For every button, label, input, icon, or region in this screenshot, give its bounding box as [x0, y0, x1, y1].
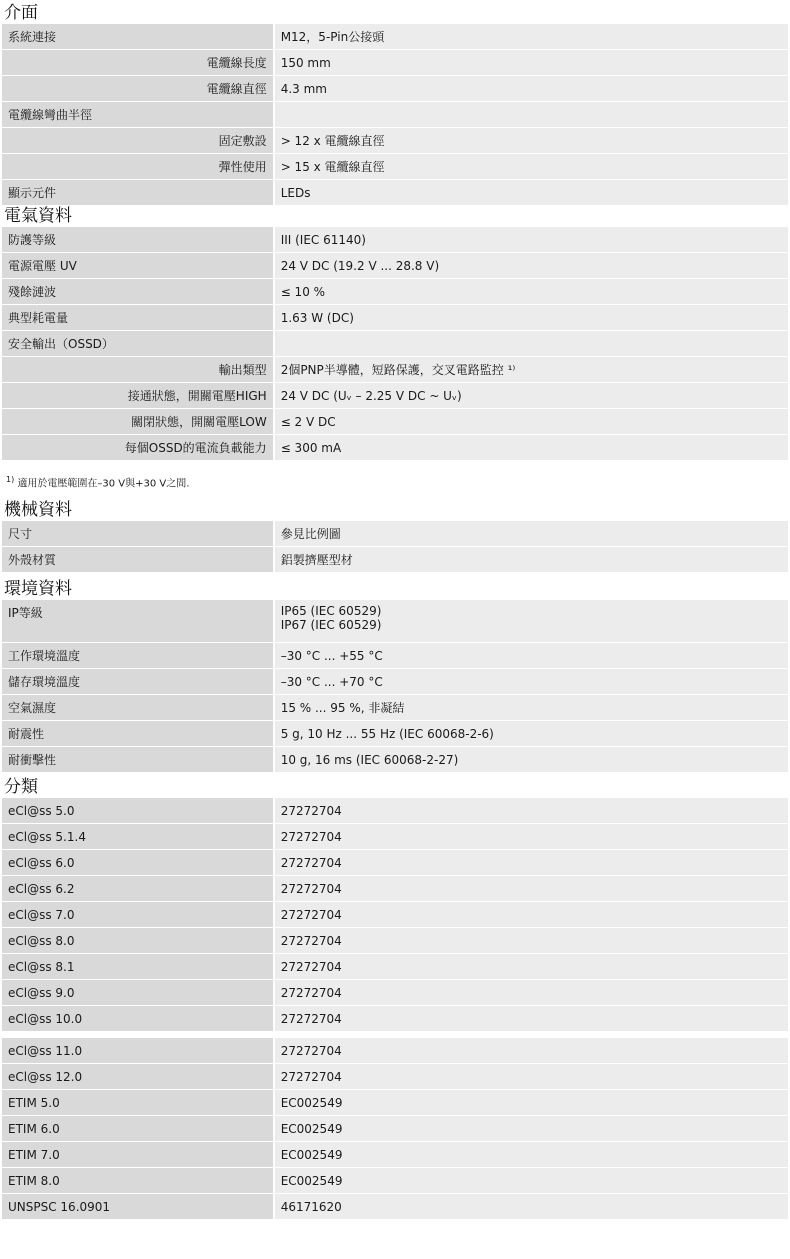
- environment-section: [0, 578, 790, 773]
- table-row: [2, 383, 788, 409]
- table-row: [2, 850, 788, 876]
- spec-value: 27272704: [273, 1038, 788, 1064]
- spec-key: 系統連接: [2, 24, 273, 50]
- classification-table-a: [2, 798, 788, 1032]
- spec-key: 固定敷設: [2, 128, 273, 154]
- table-row: [2, 721, 788, 747]
- table-row: [2, 876, 788, 902]
- table-row: [2, 1168, 788, 1194]
- spec-value: EC002549: [273, 1116, 788, 1142]
- spec-key: 外殼材質: [2, 547, 273, 573]
- spec-key: 殘餘漣波: [2, 279, 273, 305]
- spec-key: ETIM 5.0: [2, 1090, 273, 1116]
- spec-value: 27272704: [273, 980, 788, 1006]
- spec-key: 關閉狀態，開關電壓LOW: [2, 409, 273, 435]
- table-row: [2, 409, 788, 435]
- table-row: [2, 928, 788, 954]
- table-row: [2, 600, 788, 643]
- footnote-mark: 1): [6, 475, 15, 484]
- spec-value: EC002549: [273, 1090, 788, 1116]
- table-row: [2, 128, 788, 154]
- section-title-interface: 介面: [4, 3, 38, 23]
- table-row: [2, 643, 788, 669]
- classification-section: [0, 776, 790, 1220]
- table-row: [2, 1064, 788, 1090]
- electrical-section: [0, 205, 790, 491]
- spec-key: 工作環境溫度: [2, 643, 273, 669]
- table-row: [2, 227, 788, 253]
- table-row: [2, 1038, 788, 1064]
- table-row: [2, 180, 788, 206]
- footnote: [0, 473, 790, 491]
- spec-value: 27272704: [273, 902, 788, 928]
- spec-value: ≤ 10 %: [273, 279, 788, 305]
- spec-value: 參見比例圖: [273, 521, 788, 547]
- table-row: [2, 798, 788, 824]
- spec-value: ≤ 300 mA: [273, 435, 788, 461]
- spec-key: eCl@ss 8.0: [2, 928, 273, 954]
- spec-key: 每個OSSD的電流負載能力: [2, 435, 273, 461]
- electrical-table: [2, 227, 788, 461]
- table-row: [2, 253, 788, 279]
- interface-table: [2, 24, 788, 206]
- spec-key: eCl@ss 6.2: [2, 876, 273, 902]
- spec-value: 5 g, 10 Hz ... 55 Hz (IEC 60068-2-6): [273, 721, 788, 747]
- spec-value-line: IP65 (IEC 60529): [280, 604, 382, 618]
- spec-key: ETIM 6.0: [2, 1116, 273, 1142]
- spec-key: 電纜線長度: [2, 50, 273, 76]
- interface-section: [0, 2, 790, 206]
- environment-table: [2, 600, 788, 773]
- spec-key: 彈性使用: [2, 154, 273, 180]
- table-row: [2, 902, 788, 928]
- spec-key: 電纜線彎曲半徑: [2, 102, 273, 128]
- table-row: [2, 50, 788, 76]
- table-row: [2, 305, 788, 331]
- mechanical-section: [0, 499, 790, 573]
- spec-key: eCl@ss 10.0: [2, 1006, 273, 1032]
- table-row: [2, 954, 788, 980]
- spec-key: 顯示元件: [2, 180, 273, 206]
- table-row: [2, 76, 788, 102]
- spec-key: ETIM 8.0: [2, 1168, 273, 1194]
- table-row: [2, 669, 788, 695]
- table-row: [2, 521, 788, 547]
- table-row: [2, 24, 788, 50]
- spec-value: –30 °C ... +70 °C: [273, 669, 788, 695]
- spec-value: M12，5-Pin公接頭: [273, 24, 788, 50]
- spec-key: 電源電壓 UV: [2, 253, 273, 279]
- spec-key: 防護等級: [2, 227, 273, 253]
- spec-key: 尺寸: [2, 521, 273, 547]
- spec-value: [273, 331, 788, 357]
- spec-value: –30 °C ... +55 °C: [273, 643, 788, 669]
- spec-value: 鋁製擠壓型材: [273, 547, 788, 573]
- spec-key: eCl@ss 5.0: [2, 798, 273, 824]
- classification-table-b: [2, 1038, 788, 1220]
- spec-value: 10 g, 16 ms (IEC 60068-2-27): [273, 747, 788, 773]
- spec-value: 46171620: [273, 1194, 788, 1220]
- spec-value: 27272704: [273, 850, 788, 876]
- spec-key: eCl@ss 11.0: [2, 1038, 273, 1064]
- spec-value: > 15 x 電纜線直徑: [273, 154, 788, 180]
- spec-value: 27272704: [273, 824, 788, 850]
- spec-value: 27272704: [273, 1006, 788, 1032]
- spec-value: EC002549: [273, 1142, 788, 1168]
- spec-value: 15 % ... 95 %, 非凝結: [273, 695, 788, 721]
- spec-value: 27272704: [273, 798, 788, 824]
- spec-key: eCl@ss 7.0: [2, 902, 273, 928]
- spec-key: 儲存環境溫度: [2, 669, 273, 695]
- spec-value: 27272704: [273, 928, 788, 954]
- spec-key: 典型耗電量: [2, 305, 273, 331]
- spec-key: 電纜線直徑: [2, 76, 273, 102]
- table-row: [2, 102, 788, 128]
- section-title-classification: 分類: [4, 777, 38, 797]
- spec-key: eCl@ss 9.0: [2, 980, 273, 1006]
- spec-key: eCl@ss 8.1: [2, 954, 273, 980]
- spec-value: III (IEC 61140): [273, 227, 788, 253]
- section-title-mechanical: 機械資料: [4, 500, 72, 520]
- spec-key: eCl@ss 12.0: [2, 1064, 273, 1090]
- spec-key: 安全輸出（OSSD）: [2, 331, 273, 357]
- spec-value: 1.63 W (DC): [273, 305, 788, 331]
- table-row: [2, 1090, 788, 1116]
- spec-key: 接通狀態，開關電壓HIGH: [2, 383, 273, 409]
- spec-value: ≤ 2 V DC: [273, 409, 788, 435]
- spec-key: eCl@ss 6.0: [2, 850, 273, 876]
- spec-value: [273, 102, 788, 128]
- spec-value: 27272704: [273, 954, 788, 980]
- table-row: [2, 279, 788, 305]
- spec-value-line: IP67 (IEC 60529): [280, 618, 382, 632]
- table-row: [2, 824, 788, 850]
- table-row: [2, 331, 788, 357]
- table-row: [2, 1006, 788, 1032]
- table-row: [2, 357, 788, 383]
- spec-value: [273, 600, 788, 643]
- table-row: [2, 154, 788, 180]
- spec-value: 4.3 mm: [273, 76, 788, 102]
- table-row: [2, 980, 788, 1006]
- spec-value: 24 V DC (Uᵥ – 2.25 V DC ~ Uᵥ): [273, 383, 788, 409]
- spec-key: eCl@ss 5.1.4: [2, 824, 273, 850]
- spec-key: IP等級: [2, 600, 273, 643]
- table-row: [2, 435, 788, 461]
- spec-value: 27272704: [273, 1064, 788, 1090]
- spec-key: ETIM 7.0: [2, 1142, 273, 1168]
- spec-key: 輸出類型: [2, 357, 273, 383]
- section-title-environment: 環境資料: [4, 579, 72, 599]
- mechanical-table: [2, 521, 788, 573]
- table-row: [2, 695, 788, 721]
- spec-key: 耐震性: [2, 721, 273, 747]
- spec-key: UNSPSC 16.0901: [2, 1194, 273, 1220]
- table-row: [2, 1116, 788, 1142]
- spec-value: 2個PNP半導體，短路保護，交叉電路監控 ¹⁾: [273, 357, 788, 383]
- table-row: [2, 547, 788, 573]
- table-row: [2, 1194, 788, 1220]
- spec-value: > 12 x 電纜線直徑: [273, 128, 788, 154]
- spec-value: 24 V DC (19.2 V ... 28.8 V): [273, 253, 788, 279]
- spec-key: 耐衝擊性: [2, 747, 273, 773]
- footnote-text: 適用於電壓範圍在–30 V與+30 V之間.: [17, 478, 190, 490]
- spec-value: 150 mm: [273, 50, 788, 76]
- section-title-electrical: 電氣資料: [4, 206, 72, 226]
- spec-value: LEDs: [273, 180, 788, 206]
- table-row: [2, 1142, 788, 1168]
- spec-value: 27272704: [273, 876, 788, 902]
- table-row: [2, 747, 788, 773]
- spec-key: 空氣濕度: [2, 695, 273, 721]
- spec-value: EC002549: [273, 1168, 788, 1194]
